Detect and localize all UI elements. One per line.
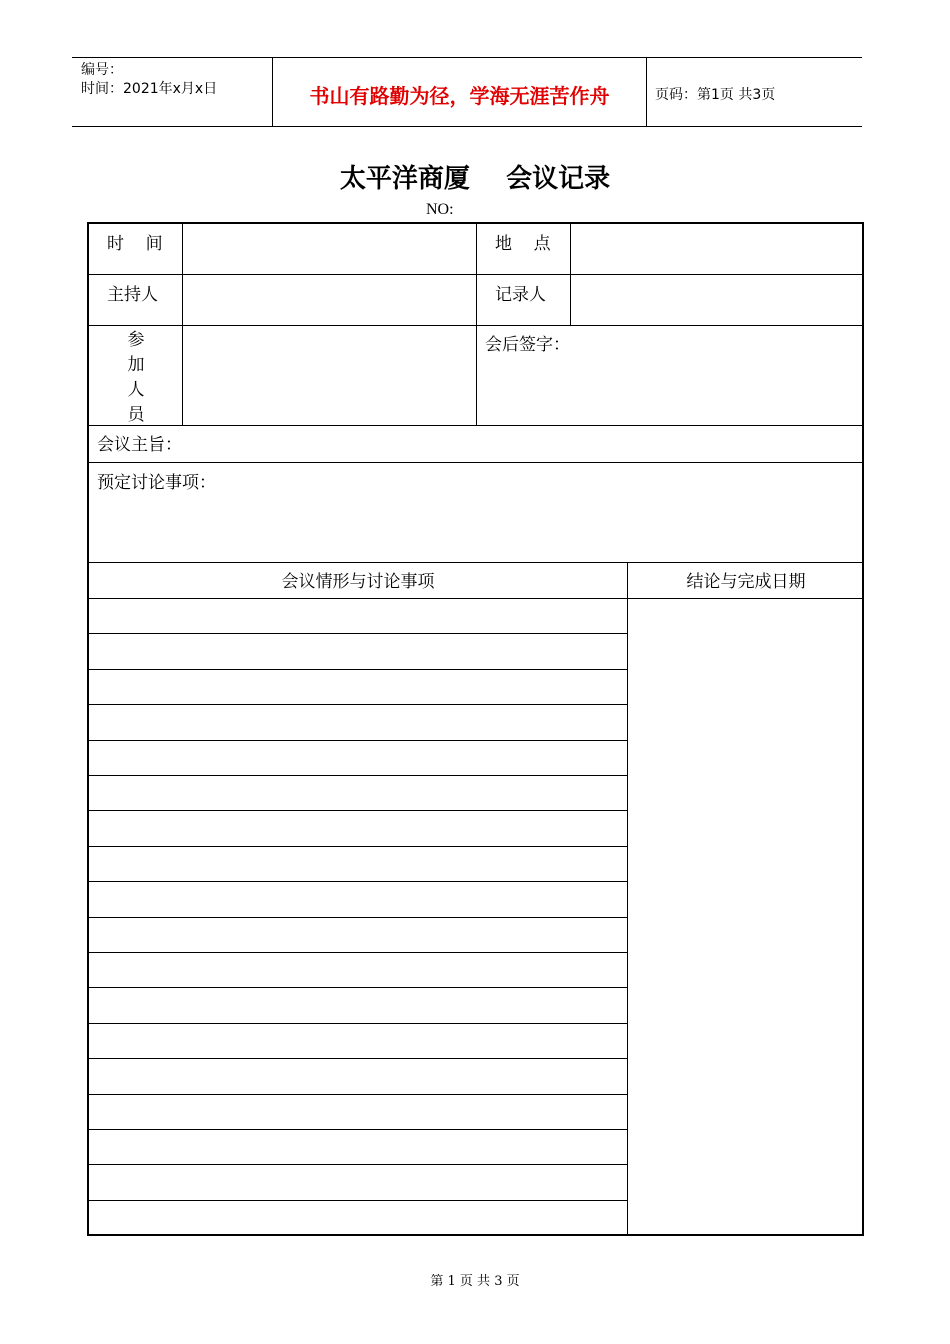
time-field-label: 时 间 bbox=[107, 234, 163, 254]
discussion-row-line bbox=[89, 987, 627, 988]
discussion-row-line bbox=[89, 846, 627, 847]
document-header bbox=[72, 57, 862, 127]
meeting-record-form bbox=[87, 222, 864, 1236]
column-divider bbox=[476, 224, 477, 425]
conclusion-header: 结论与完成日期 bbox=[686, 572, 806, 592]
discussion-row-line bbox=[89, 1200, 627, 1201]
column-divider bbox=[570, 224, 571, 325]
row-divider bbox=[89, 462, 862, 463]
discussion-row-line bbox=[89, 952, 627, 953]
record-number-label: NO: bbox=[426, 201, 454, 218]
discussion-row-line bbox=[89, 1164, 627, 1165]
page-footer: 第 1 页 共 3 页 bbox=[430, 1274, 520, 1289]
discussion-row-line bbox=[89, 810, 627, 811]
discussion-row-line bbox=[89, 1235, 627, 1236]
header-page-info: 页码：第1页 共3页 bbox=[655, 87, 776, 103]
recorder-field-label: 记录人 bbox=[495, 285, 546, 305]
serial-label: 编号： bbox=[81, 62, 123, 78]
host-field-label: 主持人 bbox=[107, 285, 158, 305]
discussion-header: 会议情形与讨论事项 bbox=[281, 572, 435, 592]
discussion-row-line bbox=[89, 917, 627, 918]
discussion-row-line bbox=[89, 704, 627, 705]
discussion-row-line bbox=[89, 633, 627, 634]
discussion-row-line bbox=[89, 1058, 627, 1059]
row-divider bbox=[89, 598, 862, 599]
row-divider bbox=[89, 425, 862, 426]
page-title: 太平洋商厦 会议记录 bbox=[339, 164, 611, 194]
header-meta bbox=[81, 61, 217, 99]
discussion-row-line bbox=[89, 1094, 627, 1095]
header-motto: 书山有路勤为径，学海无涯苦作舟 bbox=[309, 84, 610, 108]
discussion-row-line bbox=[89, 740, 627, 741]
place-field-label: 地 点 bbox=[495, 234, 551, 254]
discussion-row-line bbox=[89, 669, 627, 670]
discussion-row-line bbox=[89, 1023, 627, 1024]
time-label: 时间：2021年x月x日 bbox=[81, 81, 218, 97]
sign-field-label: 会后签字： bbox=[485, 335, 570, 355]
row-divider bbox=[89, 562, 862, 563]
discussion-row-line bbox=[89, 1129, 627, 1130]
column-divider bbox=[627, 562, 628, 1234]
discussion-row-line bbox=[89, 775, 627, 776]
agenda-field-label: 预定讨论事项： bbox=[97, 473, 216, 493]
discussion-row-line bbox=[89, 881, 627, 882]
purpose-field-label: 会议主旨： bbox=[97, 435, 182, 455]
attendees-field-label: 参 加 人 员 bbox=[127, 330, 145, 425]
header-divider bbox=[646, 58, 647, 126]
